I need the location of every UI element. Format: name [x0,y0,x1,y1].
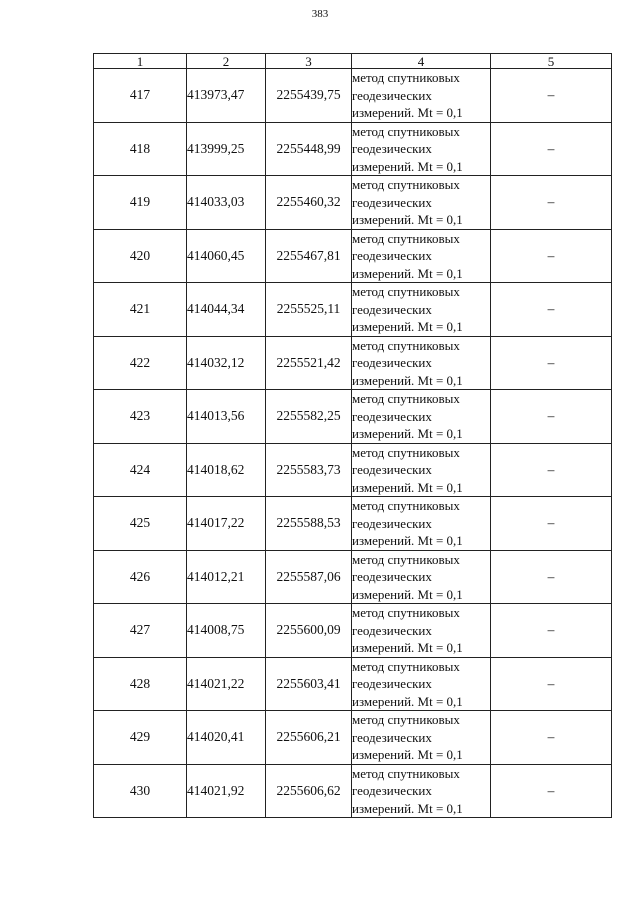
header-col-5: 5 [491,54,612,69]
method-text-line: геодезических [352,676,432,691]
method-text-line: метод спутниковых [352,284,460,299]
method-text-line: геодезических [352,515,432,531]
x-coordinate-cell: 413973,47 [187,69,266,123]
x-coordinate-cell: 414013,56 [187,390,266,444]
method-text-line: метод спутниковых [352,658,460,674]
method-cell [352,390,491,444]
method-text-line: измерений. Mt = 0,1 [352,212,463,227]
method-cell [352,550,491,604]
x-coordinate-cell: 414021,92 [187,764,266,818]
method-text-line: метод спутниковых [352,230,460,246]
point-number-cell: 420 [94,229,187,283]
note-cell: – [491,69,612,123]
method-text-line: геодезических [352,729,432,745]
table-row [94,764,612,818]
method-text-line: измерений. Mt = 0,1 [352,533,463,548]
method-text-line: измерений. Mt = 0,1 [352,105,463,120]
note-cell: – [491,764,612,818]
method-text-line: метод спутниковых [352,177,460,192]
point-number-cell: 421 [94,283,187,337]
x-coordinate-cell: 414033,03 [187,176,266,230]
method-text-line: геодезических [352,194,432,210]
x-coordinate-cell: 414032,12 [187,336,266,390]
method-text-line: измерений. Mt = 0,1 [352,426,463,441]
method-cell [352,497,491,551]
method-cell [352,176,491,230]
method-text-line: метод спутниковых [352,70,460,85]
table-row [94,497,612,551]
table-row [94,443,612,497]
header-col-2: 2 [187,54,266,69]
method-text-line: измерений. Mt = 0,1 [352,747,463,762]
y-coordinate-cell: 2255582,25 [266,390,352,444]
method-text-line: метод спутниковых [352,123,460,139]
point-number-cell: 423 [94,390,187,444]
method-cell [352,443,491,497]
x-coordinate-cell: 413999,25 [187,122,266,176]
x-coordinate-cell: 414044,34 [187,283,266,337]
method-text-line: измерений. Mt = 0,1 [352,158,463,174]
table-row [94,711,612,765]
coordinates-table [93,53,612,818]
table-row [94,283,612,337]
method-text-line: геодезических [352,462,432,477]
header-col-3: 3 [266,54,352,69]
note-cell: – [491,122,612,176]
note-cell: – [491,497,612,551]
note-cell: – [491,604,612,658]
note-cell: – [491,657,612,711]
table-row [94,657,612,711]
method-text-line: геодезических [352,301,432,317]
x-coordinate-cell: 414012,21 [187,550,266,604]
method-text-line: метод спутниковых [352,765,460,781]
note-cell: – [491,711,612,765]
method-text-line: измерений. Mt = 0,1 [352,800,463,816]
method-cell [352,711,491,765]
table-row [94,336,612,390]
table-row [94,604,612,658]
method-cell [352,657,491,711]
x-coordinate-cell: 414021,22 [187,657,266,711]
method-cell [352,122,491,176]
y-coordinate-cell: 2255448,99 [266,122,352,176]
note-cell: – [491,229,612,283]
point-number-cell: 418 [94,122,187,176]
method-text-line: геодезических [352,408,432,424]
method-text-line: геодезических [352,783,432,798]
method-text-line: геодезических [352,569,432,584]
point-number-cell: 419 [94,176,187,230]
y-coordinate-cell: 2255583,73 [266,443,352,497]
x-coordinate-cell: 414020,41 [187,711,266,765]
method-text-line: метод спутниковых [352,337,460,353]
note-cell: – [491,443,612,497]
method-cell [352,764,491,818]
table-row [94,69,612,123]
point-number-cell: 430 [94,764,187,818]
y-coordinate-cell: 2255439,75 [266,69,352,123]
method-text-line: измерений. Mt = 0,1 [352,265,463,281]
point-number-cell: 428 [94,657,187,711]
y-coordinate-cell: 2255600,09 [266,604,352,658]
note-cell: – [491,550,612,604]
method-text-line: метод спутниковых [352,444,460,460]
x-coordinate-cell: 414017,22 [187,497,266,551]
table-row [94,176,612,230]
method-text-line: геодезических [352,248,432,263]
method-text-line: метод спутниковых [352,712,460,727]
x-coordinate-cell: 414060,45 [187,229,266,283]
header-col-1: 1 [94,54,187,69]
method-text-line: геодезических [352,622,432,638]
point-number-cell: 427 [94,604,187,658]
method-text-line: измерений. Mt = 0,1 [352,479,463,495]
method-text-line: измерений. Mt = 0,1 [352,586,463,602]
page-number: 383 [311,8,329,20]
method-text-line: метод спутниковых [352,391,460,406]
table-body [94,69,612,818]
note-cell: – [491,390,612,444]
y-coordinate-cell: 2255606,62 [266,764,352,818]
header-row [94,54,612,69]
method-text-line: измерений. Mt = 0,1 [352,372,463,388]
note-cell: – [491,176,612,230]
x-coordinate-cell: 414008,75 [187,604,266,658]
method-text-line: метод спутниковых [352,498,460,513]
method-cell [352,69,491,123]
y-coordinate-cell: 2255467,81 [266,229,352,283]
method-text-line: геодезических [352,355,432,370]
y-coordinate-cell: 2255603,41 [266,657,352,711]
table-row [94,390,612,444]
point-number-cell: 422 [94,336,187,390]
table-row [94,550,612,604]
method-text-line: метод спутниковых [352,551,460,567]
point-number-cell: 429 [94,711,187,765]
point-number-cell: 425 [94,497,187,551]
header-col-4: 4 [352,54,491,69]
point-number-cell: 426 [94,550,187,604]
table-header [94,54,612,69]
method-text-line: измерений. Mt = 0,1 [352,319,463,334]
x-coordinate-cell: 414018,62 [187,443,266,497]
point-number-cell: 417 [94,69,187,123]
method-text-line: геодезических [352,87,432,103]
table-row [94,122,612,176]
y-coordinate-cell: 2255525,11 [266,283,352,337]
method-text-line: измерений. Mt = 0,1 [352,640,463,655]
method-text-line: геодезических [352,141,432,156]
method-text-line: метод спутниковых [352,605,460,620]
method-cell [352,604,491,658]
note-cell: – [491,283,612,337]
note-cell: – [491,336,612,390]
method-text-line: измерений. Mt = 0,1 [352,693,463,709]
table-row [94,229,612,283]
y-coordinate-cell: 2255587,06 [266,550,352,604]
method-cell [352,229,491,283]
method-cell [352,336,491,390]
y-coordinate-cell: 2255588,53 [266,497,352,551]
method-cell [352,283,491,337]
y-coordinate-cell: 2255460,32 [266,176,352,230]
y-coordinate-cell: 2255606,21 [266,711,352,765]
point-number-cell: 424 [94,443,187,497]
y-coordinate-cell: 2255521,42 [266,336,352,390]
